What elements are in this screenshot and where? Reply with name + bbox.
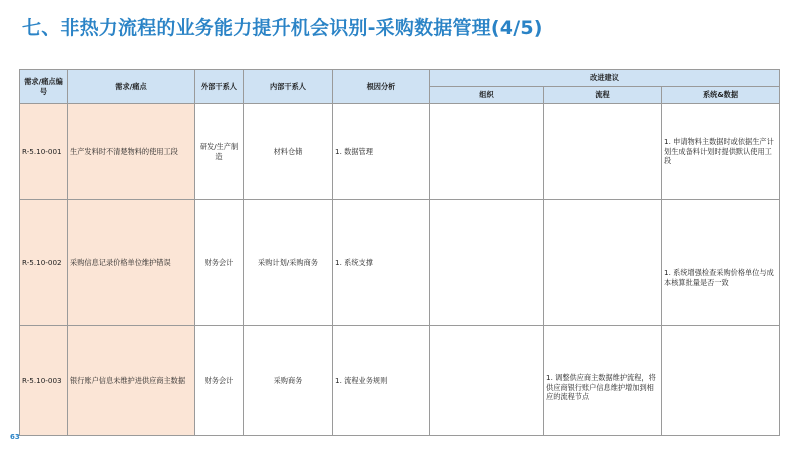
row-pain: 银行账户信息未维护进供应商主数据 xyxy=(68,326,195,436)
row-external: 财务会计 xyxy=(195,200,244,326)
row-org xyxy=(430,200,544,326)
row-internal: 采购商务 xyxy=(244,326,333,436)
row-root-cause: 1. 数据管理 xyxy=(333,104,430,200)
row-root-cause: 1. 流程业务规则 xyxy=(333,326,430,436)
table-row xyxy=(20,200,780,326)
header-pain: 需求/痛点 xyxy=(68,70,195,104)
header-external: 外部干系人 xyxy=(195,70,244,104)
row-process xyxy=(544,200,662,326)
header-system: 系统&数据 xyxy=(662,87,780,104)
row-id: R-5.10-001 xyxy=(20,104,68,200)
header-process: 流程 xyxy=(544,87,662,104)
row-id: R-5.10-002 xyxy=(20,200,68,326)
row-system xyxy=(662,326,780,436)
row-system: 1. 申请物料主数据时或依据生产计划生成备料计划时提供默认使用工段 xyxy=(662,104,780,200)
header-org: 组织 xyxy=(430,87,544,104)
row-internal: 采购计划/采购商务 xyxy=(244,200,333,326)
table-row xyxy=(20,326,780,436)
header-id: 需求/痛点编号 xyxy=(20,70,68,104)
row-external: 财务会计 xyxy=(195,326,244,436)
row-internal: 材料仓储 xyxy=(244,104,333,200)
row-process xyxy=(544,104,662,200)
page-number: 63 xyxy=(10,433,20,441)
pain-point-table xyxy=(19,69,780,436)
row-external: 研发/生产制造 xyxy=(195,104,244,200)
header-internal: 内部干系人 xyxy=(244,70,333,104)
row-root-cause: 1. 系统支撑 xyxy=(333,200,430,326)
row-pain: 生产发料时不清楚物料的使用工段 xyxy=(68,104,195,200)
header-improve: 改进建议 xyxy=(430,70,780,87)
page-title: 七、非热力流程的业务能力提升机会识别-采购数据管理(4/5) xyxy=(22,17,543,39)
table-row xyxy=(20,104,780,200)
row-org xyxy=(430,326,544,436)
header-root-cause: 根因分析 xyxy=(333,70,430,104)
row-org xyxy=(430,104,544,200)
row-pain: 采购信息记录价格单位维护错误 xyxy=(68,200,195,326)
row-id: R-5.10-003 xyxy=(20,326,68,436)
header-row-top xyxy=(20,70,780,87)
row-process: 1. 调整供应商主数据维护流程，将供应商银行账户信息维护增加到相应的流程节点 xyxy=(544,326,662,436)
row-system: 1. 系统增强检查采购价格单位与成本核算批量是否一致 xyxy=(662,200,780,326)
